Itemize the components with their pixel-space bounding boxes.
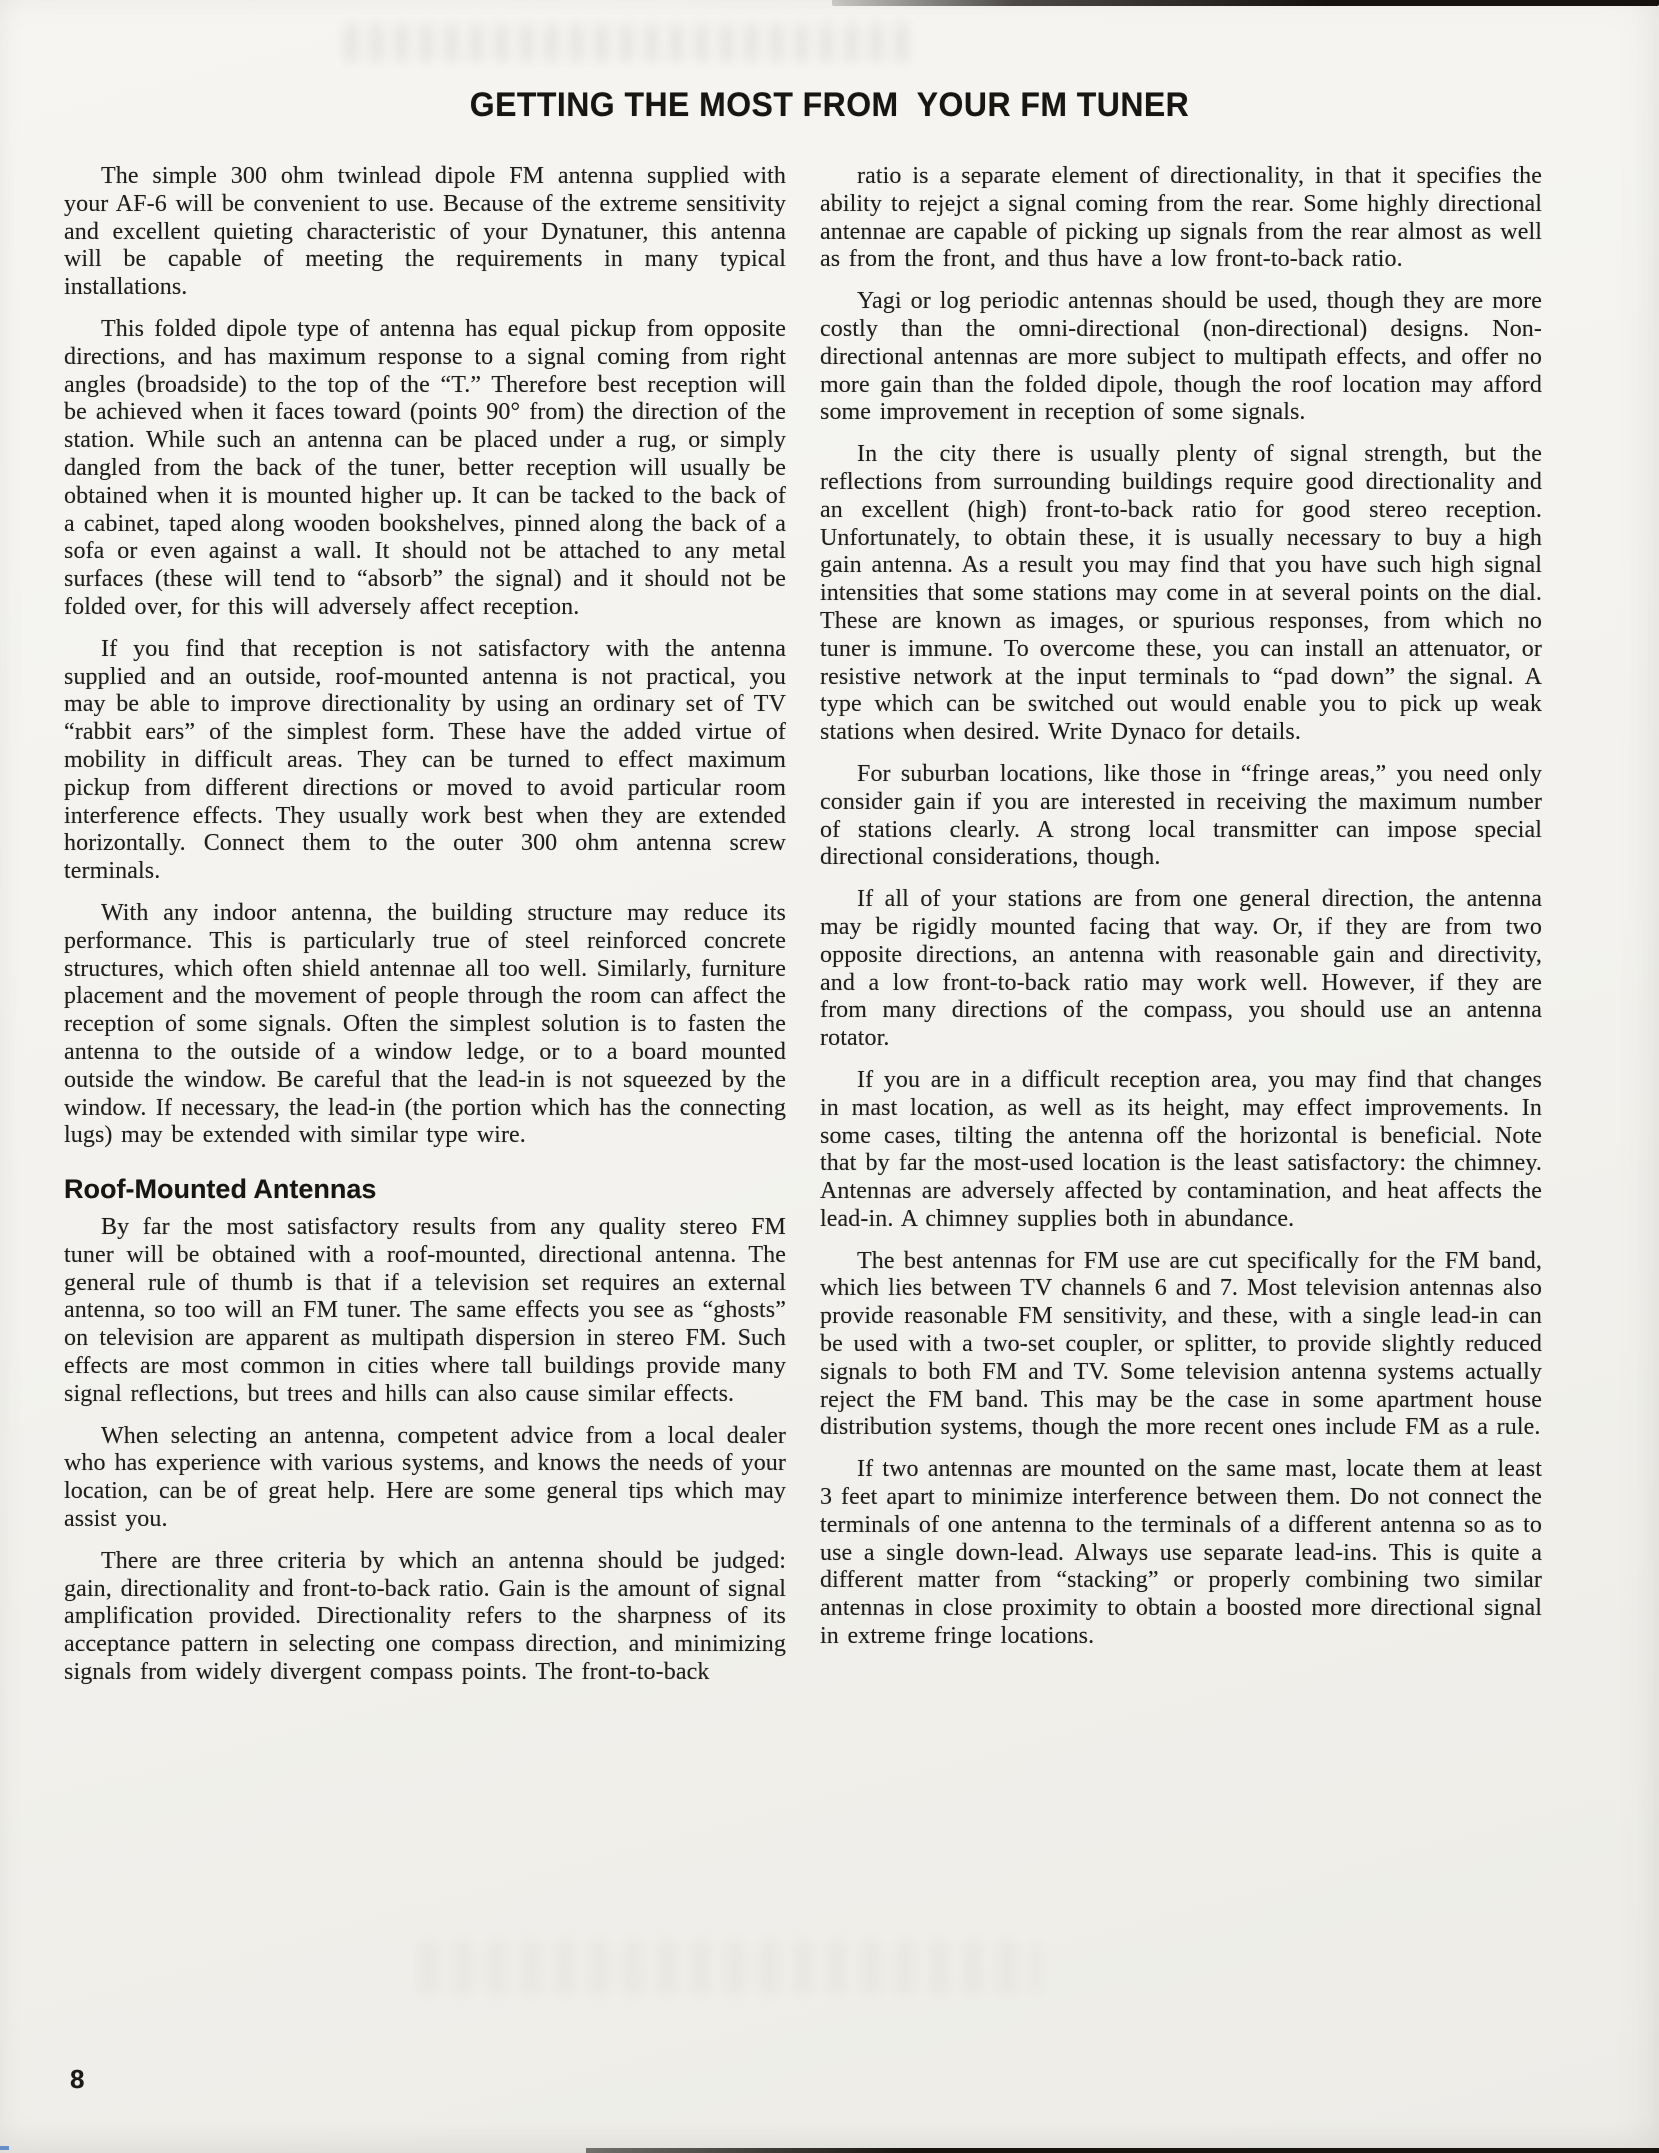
paragraph: This folded dipole type of antenna has equal pickup from opposite directions, and has maximum response to a signal coming from right angles (broadside) to the top of the “T.” Therefore best reception will be achieved when it faces toward (points 90° from) the direction of the station. While such an antenna can be placed under a rug, or simply dangled from the back of the tuner, better reception will usually be obtained when it is mounted higher up. It can be tacked to the back of a cabinet, taped along wooden bookshelves, pinned along the back of a sofa or even against a wall. It should not be attached to any metal surfaces (these will tend to “absorb” the signal) and it should not be folded over, for this will adversely affect reception. <box>64 315 786 620</box>
section-heading-roof-mounted-antennas: Roof-Mounted Antennas <box>64 1174 377 1205</box>
paragraph: There are three criteria by which an antenna should be judged: gain, directionality and front-to-back ratio. Gain is the amount of signal amplification provided. Directionality refers to the sharpness of its acceptance pattern in selecting one compass direction, and minimizing signals from widely divergent compass points. The front-to-back <box>64 1547 786 1686</box>
page-title: GETTING THE MOST FROM YOUR FM TUNER <box>469 86 1190 124</box>
paragraph: The best antennas for FM use are cut specifically for the FM band, which lies between TV channels 6 and 7. Most television antennas also provide reasonable FM sensitivity, and these, with a single lead-in can be used with a two-set coupler, or splitter, to provide slightly reduced signals to both FM and TV. Some television antenna systems actually reject the FM band. This may be the case in some apartment house distribution systems, though the more recent ones include FM as a rule. <box>820 1247 1542 1441</box>
paragraph: By far the most satisfactory results from any quality stereo FM tuner will be obtained with a roof-mounted, directional antenna. The general rule of thumb is that if a television set requires an external antenna, so too will an FM tuner. The same effects you see as “ghosts” on television are apparent as multipath dispersion in stereo FM. Such effects are most common in cities where tall buildings provide many signal reflections, but trees and hills can also cause similar effects. <box>64 1214 786 1407</box>
paragraph: Yagi or log periodic antennas should be used, though they are more costly than the omni-directional (non-directional) designs. Non-directional antennas are more subject to multipath effects, and offer no more gain than the folded dipole, though the roof location may afford some improvement in reception of some signals. <box>820 288 1542 426</box>
paragraph: If all of your stations are from one general direction, the antenna may be rigidly mounted facing that way. Or, if they are from two opposite directions, an antenna with reasonable gain and directivity, and a low front-to-back ratio may work well. However, if they are from many directions of the compass, you should use an antenna rotator. <box>820 886 1542 1052</box>
paragraph: If you are in a difficult reception area, you may find that changes in mast location, as well as its height, may effect improvements. In some cases, tilting the antenna off the horizontal is beneficial. Note that by far the most-used location is the least satisfactory: the chimney. Antennas are adversely affected by contamination, and heat affects the lead-in. A chimney supplies both in abundance. <box>820 1066 1542 1232</box>
scan-blue-mark <box>0 2146 9 2150</box>
left-column <box>64 163 786 1701</box>
scan-edge-artifact-top <box>832 0 1659 6</box>
text-columns <box>64 163 1542 1701</box>
scan-bleedthrough-smudge-top <box>345 24 920 62</box>
paragraph: If you find that reception is not satisfactory with the antenna supplied and an outside, roof-mounted antenna is not practical, you may be able to improve directionality by using an ordinary set of TV “rabbit ears” of the simplest form. These have the added virtue of mobility in difficult areas. They can be turned to effect maximum pickup from different directions or moved to avoid particular room interference effects. They usually work best when they are extended horizontally. Connect them to the outer 300 ohm antenna screw terminals. <box>64 635 786 885</box>
scan-edge-artifact-bottom <box>586 2148 1659 2153</box>
right-column <box>820 163 1542 1701</box>
paragraph: The simple 300 ohm twinlead dipole FM antenna supplied with your AF-6 will be convenient to use. Because of the extreme sensitivity and excellent quieting characteristic of your Dynatuner, this antenna will be capable of meeting the requirements in many typical installations. <box>64 163 786 301</box>
paragraph: If two antennas are mounted on the same mast, locate them at least 3 feet apart to minimize interference between them. Do not connect the terminals of one antenna to the terminals of a different antenna so as to use a single down-lead. Always use separate lead-ins. This is quite a different matter from “stacking” or properly combining two similar antennas in close proximity to obtain a boosted more directional signal in extreme fringe locations. <box>820 1456 1542 1650</box>
paragraph: ratio is a separate element of directionality, in that it specifies the ability to rejejct a signal coming from the rear. Some highly directional antennae are capable of picking up signals from the rear almost as well as from the front, and thus have a low front-to-back ratio. <box>820 163 1542 273</box>
page-number: 8 <box>70 2064 85 2094</box>
paragraph: In the city there is usually plenty of signal strength, but the reflections from surrounding buildings require good directionality and an excellent (high) front-to-back ratio for good stereo reception. Unfortunately, to obtain these, it is usually necessary to buy a high gain antenna. As a result you may find that you have such high signal intensities that some stations may come in at several points on the dial. These are known as images, or spurious responses, from which no tuner is immune. To overcome these, you can install an attenuator, or resistive network at the input terminals to “pad down” the signal. A type which can be switched out would enable you to pick up weak stations when desired. Write Dynaco for details. <box>820 441 1542 746</box>
scan-bleedthrough-smudge-bottom <box>420 1940 1040 1995</box>
paragraph: With any indoor antenna, the building structure may reduce its performance. This is particularly true of steel reinforced concrete structures, which often shield antennae all too well. Similarly, furniture placement and the movement of people through the room can affect the reception of some signals. Often the simplest solution is to fasten the antenna to the outside of a window ledge, or to a board mounted outside the window. Be careful that the lead-in is not squeezed by the window. If necessary, the lead-in (the portion which has the connecting lugs) may be extended with similar type wire. <box>64 899 786 1149</box>
paragraph: When selecting an antenna, competent advice from a local dealer who has experience with various systems, and knows the needs of your location, can be of great help. Here are some general tips which may assist you. <box>64 1422 786 1533</box>
paragraph: For suburban locations, like those in “fringe areas,” you need only consider gain if you are interested in receiving the maximum number of stations clearly. A strong local transmitter can impose special directional considerations, though. <box>820 760 1542 871</box>
